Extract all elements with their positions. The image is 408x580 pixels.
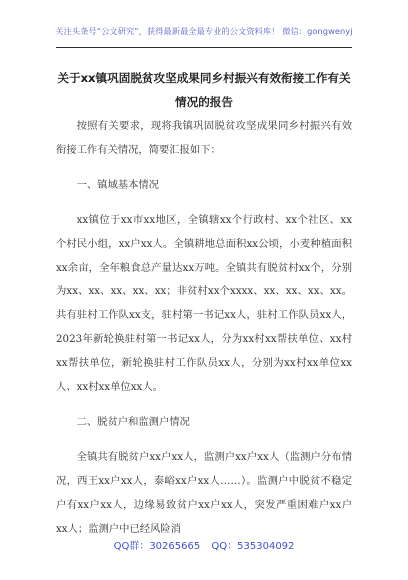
intro-paragraph: 按照有关要求，现将我镇巩固脱贫攻坚成果同乡村振兴有效衔接工作有关情况，简要汇报如下：: [56, 120, 352, 156]
header-note: 关注头条号“公文研究”，获得最新最全最专业的公文资料库！ 微信：gongwenyj: [55, 26, 353, 36]
section-heading-1: 一、镇域基本情况: [76, 178, 159, 191]
document-body: [56, 115, 352, 542]
title-line-2: 情况的报告: [175, 95, 233, 109]
section-heading-2: 二、脱贫户和监测户情况: [76, 415, 190, 428]
document-title: [56, 66, 352, 114]
body-paragraph-2: 全镇共有脱贫户xx户xx人，监测户xx户xx人（监测户分布情况，西王xx户xx人，泰峪xx户xx人……）。监测户中脱贫不稳定户有xx户xx人，边缘易致贫户xx户xx人，突发严重困难户xx户xx人；监测户中已经风险消: [56, 450, 352, 535]
footer-qq-number: QQ：535304092: [211, 541, 295, 552]
body-paragraph-1: xx镇位于xx市xx地区，全镇辖xx个行政村、xx个社区、xx个村民小组，xx户xx人。全镇耕地总面积xx公顷，小麦种植面积xx余亩，全年粮食总产量达xx万吨。全镇共有脱贫村xx个，分别为xx、xx、xx、xx、xx；非贫村xx个xxxx、xx、xx、xx、xx。共有驻村工作队xx支，驻村第一书记xx人，驻村工作队员xx人，2023年新轮换驻村第一书记xx人，分为xx村xx帮扶单位、xx村xx帮扶单位，新轮换驻村工作队员xx人，分别为xx村xx单位xx人、xx村xx单位xx人。: [56, 213, 352, 394]
footer-qq-group: QQ群：30265665: [113, 541, 201, 552]
header-divider: [56, 47, 352, 48]
title-line-1: 关于xx镇巩固脱贫攻坚成果同乡村振兴有效衔接工作有关: [57, 71, 351, 85]
footer-contact: [0, 537, 408, 552]
